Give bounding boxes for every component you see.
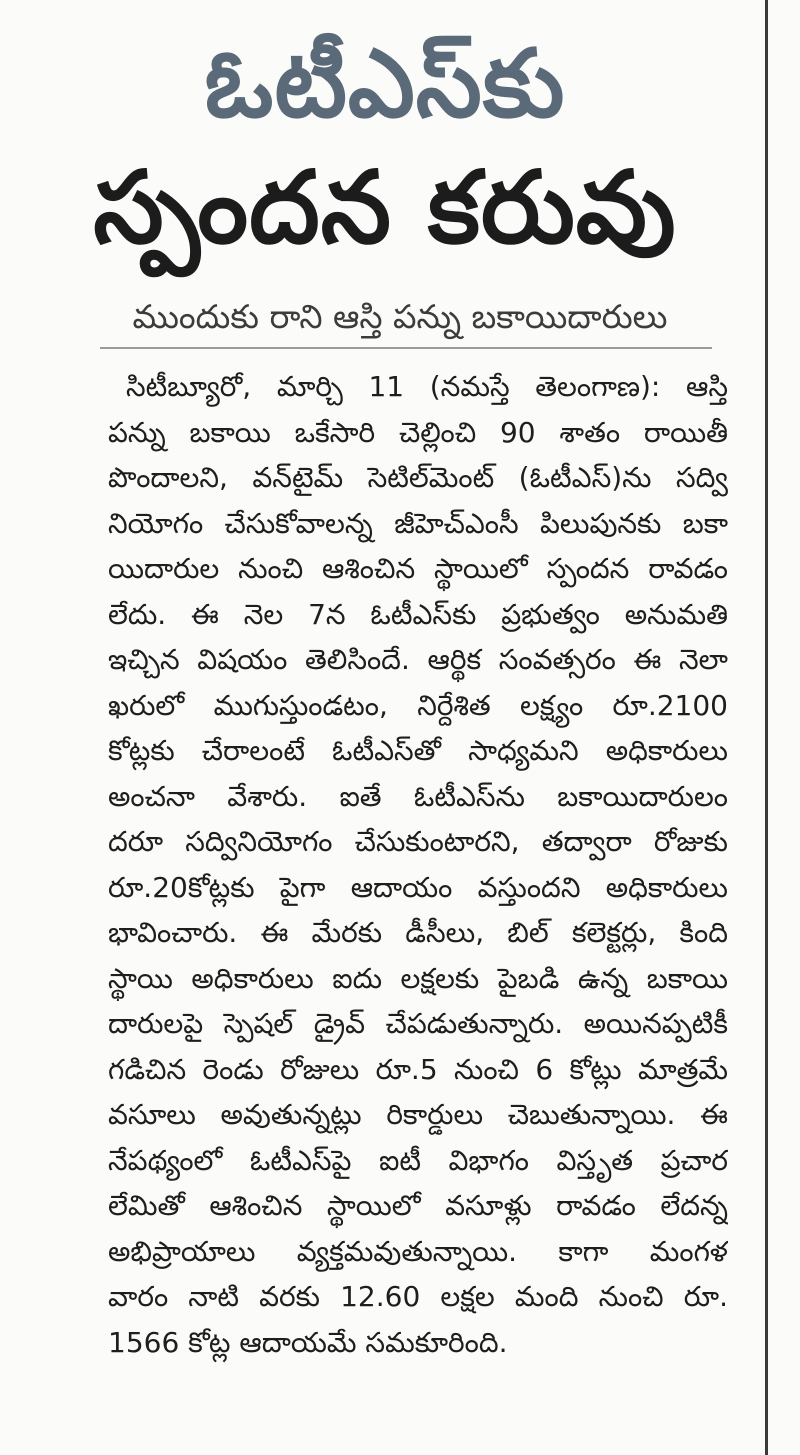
article-line: వారం నాటి వరకు 12.60 లక్షల మంది నుంచి రూ. xyxy=(108,1280,728,1313)
article-line: అంచనా వేశారు. ఐతే ఓటీఎస్‌ను బకాయిదారులం xyxy=(108,779,728,813)
subheadline-divider xyxy=(100,347,712,349)
article-line: దారులపై స్పెషల్ డ్రైవ్ చేపడుతున్నారు. అయినప్పటికీ xyxy=(108,1007,728,1040)
headline-line-2: స్పందన కరువు xyxy=(93,149,677,266)
article-line: కోట్లకు చేరాలంటే ఓటీఎస్‌తో సాధ్యమని అధికారులు xyxy=(108,734,728,767)
article-line: రూ.20కోట్లకు పైగా ఆదాయం వస్తుందని అధికారులు xyxy=(108,870,728,904)
article-line: పొందాలని, వన్‌టైమ్ సెటిల్‌మెంట్ (ఓటీఎస్)ను సద్వి xyxy=(108,461,728,494)
article-line: దరూ సద్వినియోగం చేసుకుంటారని, తద్వారా రోజుకు xyxy=(108,825,728,858)
article-line: సిటీబ్యూరో, మార్చి 11 (నమస్తే తెలంగాణ): ఆస్తి xyxy=(126,370,728,403)
headline-line-1: ఓటీఎస్‌కు xyxy=(204,30,566,139)
article-line: అభిప్రాయాలు వ్యక్తమవుతున్నాయి. కాగా మంగళ xyxy=(108,1234,728,1268)
article-line: 1566 కోట్ల ఆదాయమే సమకూరింది. xyxy=(108,1325,508,1359)
article-body xyxy=(108,364,728,1365)
article-line: గడిచిన రెండు రోజులు రూ.5 నుంచి 6 కోట్లు మాత్రమే xyxy=(108,1052,728,1086)
article-line: లేమితో ఆశించిన స్థాయిలో వసూళ్లు రావడం లేదన్న xyxy=(108,1189,728,1222)
subheadline: ముందుకు రాని ఆస్తి పన్ను బకాయిదారులు xyxy=(132,297,668,336)
article-line: యిదారుల నుంచి ఆశించిన స్థాయిలో స్పందన రావడం xyxy=(108,552,728,585)
article-line: ఇచ్చిన విషయం తెలిసిందే. ఆర్థిక సంవత్సరం ఈ నెలా xyxy=(108,643,728,676)
article-line: నేపథ్యంలో ఓటీఎస్‌పై ఐటీ విభాగం విస్తృత ప్రచార xyxy=(108,1143,728,1177)
article-line: లేదు. ఈ నెల 7న ఓటీఎస్‌కు ప్రభుత్వం అనుమతి xyxy=(108,597,728,631)
article-line: స్థాయి అధికారులు ఐదు లక్షలకు పైబడి ఉన్న బకాయి xyxy=(108,961,728,995)
column-border xyxy=(765,0,768,1455)
article-line: పన్ను బకాయి ఒకేసారి చెల్లించి 90 శాతం రాయితీ xyxy=(108,415,728,449)
article-line: భావించారు. ఈ మేరకు డీసీలు, బిల్ కలెక్టర్లు, కింది xyxy=(108,916,728,949)
article-line: ఖరులో ముగుస్తుండటం, నిర్దేశిత లక్ష్యం రూ.2100 xyxy=(108,688,728,722)
article-line: వసూలు అవుతున్నట్లు రికార్డులు చెబుతున్నాయి. ఈ xyxy=(108,1098,728,1131)
article-line: నియోగం చేసుకోవాలన్న జీహెచ్ఎంసీ పిలుపునకు బకా xyxy=(108,506,728,540)
